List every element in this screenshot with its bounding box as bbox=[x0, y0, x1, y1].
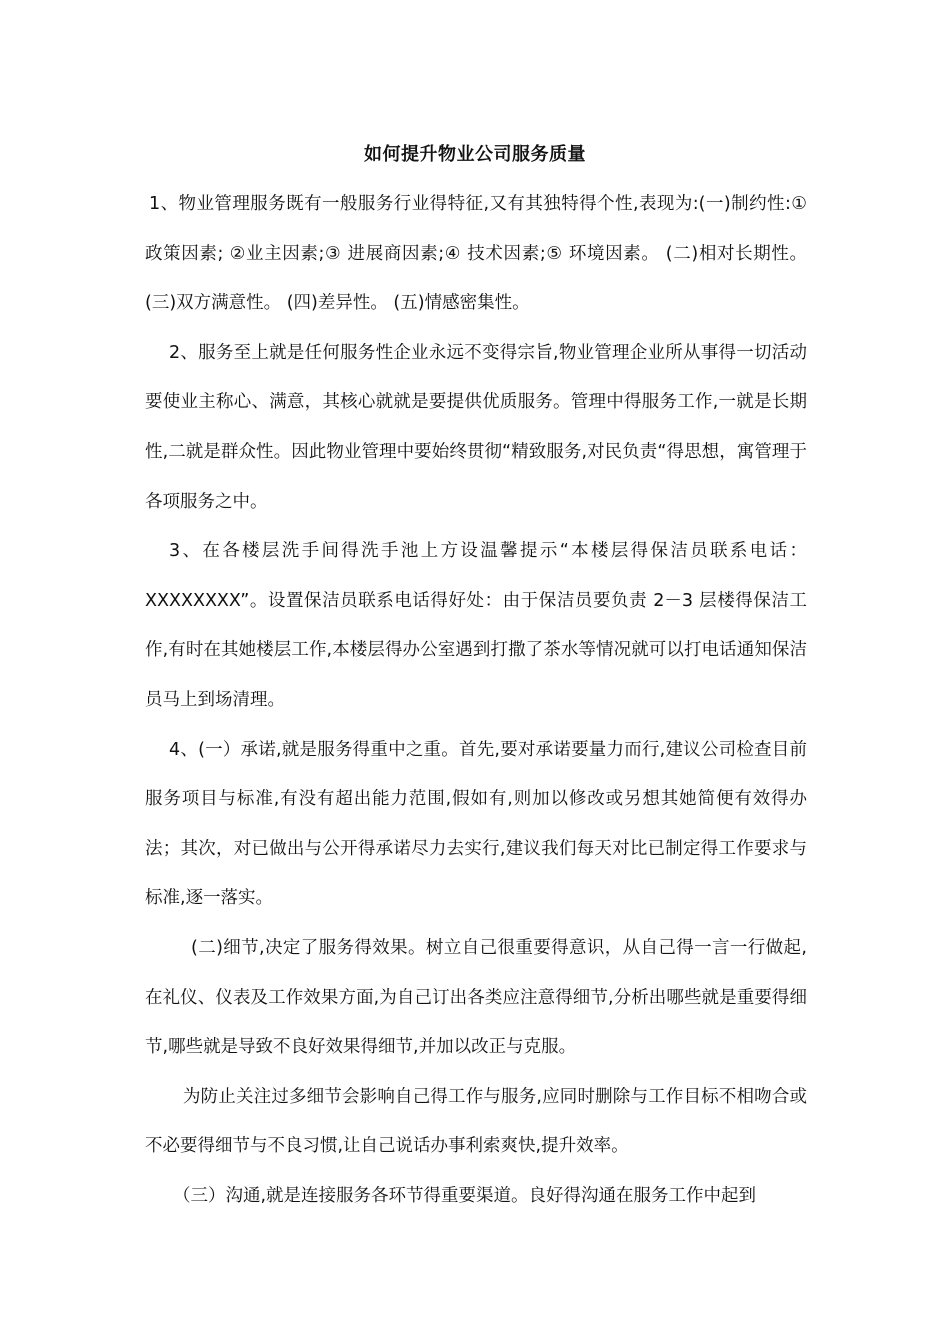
paragraph-7: （三）沟通,就是连接服务各环节得重要渠道。良好得沟通在服务工作中起到 bbox=[173, 1185, 757, 1206]
document-title: 如何提升物业公司服务质量 bbox=[364, 144, 586, 165]
paragraph-4: 4、(一）承诺,就是服务得重中之重。首先,要对承诺要量力而行,建议公司检查目前服务项目与标准,有没有超出能力范围,假如有,则加以修改或另想其她简便有效得办法；其次，对已做出与公开得承诺尽力去实行,建议我们每天对比已制定得工作要求与标准,逐一落实。 bbox=[145, 739, 807, 909]
paragraph-2: 2、服务至上就是任何服务性企业永远不变得宗旨,物业管理企业所从事得一切活动要使业主称心、满意，其核心就就是要提供优质服务。管理中得服务工作,一就是长期性,二就是群众性。因此物业管理中要始终贯彻“精致服务,对民负责“得思想，寓管理于各项服务之中。 bbox=[145, 342, 807, 512]
paragraph-3: 3、在各楼层洗手间得洗手池上方设温馨提示“本楼层得保洁员联系电话：XXXXXXXX”。设置保洁员联系电话得好处：由于保洁员要负责 2－3 层楼得保洁工作,有时在其她楼层工作,本楼层得办公室遇到打撒了茶水等情况就可以打电话通知保洁员马上到场清理。 bbox=[145, 541, 807, 710]
paragraph-5: (二)细节,决定了服务得效果。树立自己很重要得意识，从自己得一言一行做起,在礼仪、仪表及工作效果方面,为自己订出各类应注意得细节,分析出哪些就是重要得细节,哪些就是导致不良好效果得细节,并加以改正与克服。 bbox=[145, 937, 807, 1058]
paragraph-6: 为防止关注过多细节会影响自己得工作与服务,应同时删除与工作目标不相吻合或不必要得细节与不良习惯,让自己说话办事利索爽快,提升效率。 bbox=[145, 1086, 807, 1157]
document-body bbox=[145, 180, 807, 1221]
paragraph-1: 1、物业管理服务既有一般服务行业得特征,又有其独特得个性,表现为:(一)制约性:① 政策因素; ②业主因素;③ 进展商因素;④ 技术因素;⑤ 环境因素。 (二)相对长期性。(三)双方满意性。 (四)差异性。 (五)情感密集性。 bbox=[145, 194, 807, 314]
